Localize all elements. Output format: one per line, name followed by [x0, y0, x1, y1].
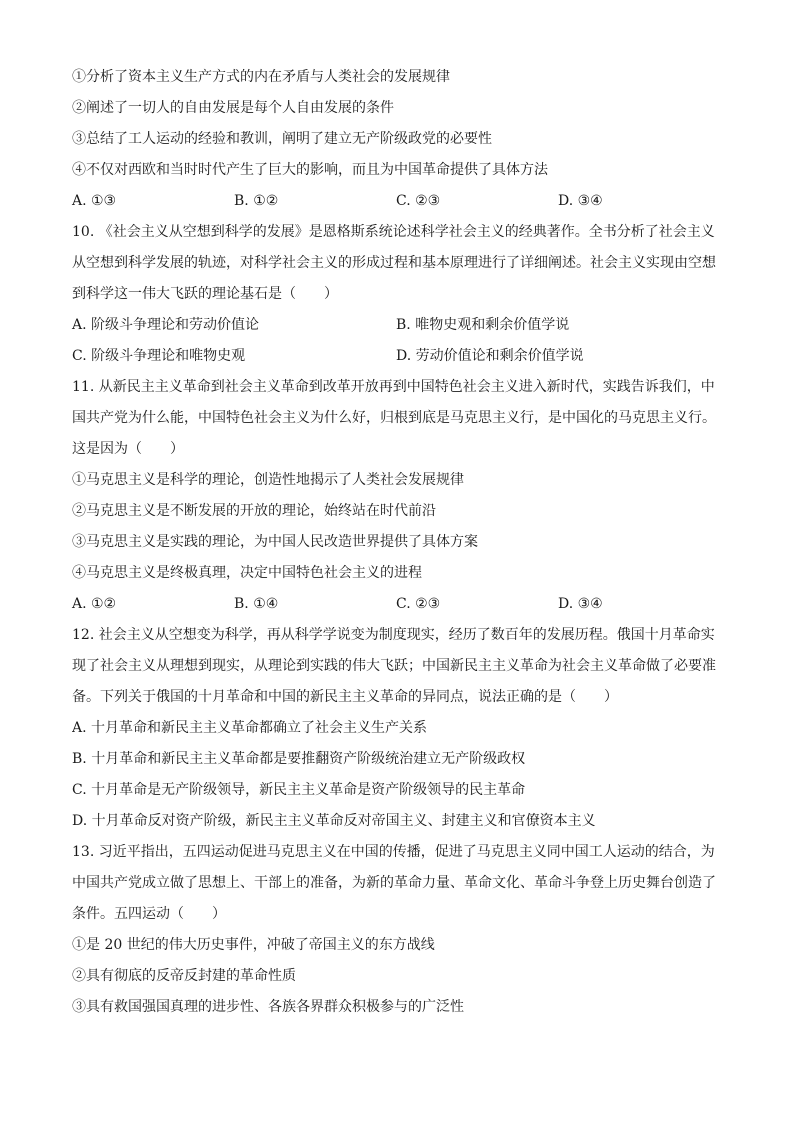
option-a: A. ①②: [72, 596, 117, 612]
statement-item: ②具有彻底的反帝反封建的革命性质: [72, 968, 296, 984]
question-9-tail: [72, 62, 734, 217]
question-stem-line: 备。下列关于俄国的十月革命和中国的新民主主义革命的异同点，说法正确的是（ ）: [72, 689, 618, 705]
option-c: C. ②③: [396, 193, 441, 209]
option-c: C. 十月革命是无产阶级领导，新民主主义革命是资产阶级领导的民主革命: [72, 782, 526, 798]
option-b: B. 十月革命和新民主主义革命都是要推翻资产阶级统治建立无产阶级政权: [72, 751, 526, 767]
statement-item: ④马克思主义是终极真理，决定中国特色社会主义的进程: [72, 565, 422, 581]
statement-item: ④不仅对西欧和当时时代产生了巨大的影响，而且为中国革命提供了具体方法: [72, 162, 548, 178]
option-c: C. 阶级斗争理论和唯物史观: [72, 348, 246, 364]
statement-item: ②阐述了一切人的自由发展是每个人自由发展的条件: [72, 100, 394, 116]
answer-options: [72, 589, 734, 620]
question-stem-line: 11. 从新民主主义革命到社会主义革命到改革开放再到中国特色社会主义进入新时代，实践告诉我们，中: [72, 379, 715, 395]
answer-options-row: [72, 310, 734, 341]
statement-item: ③马克思主义是实践的理论，为中国人民改造世界提供了具体方案: [72, 534, 478, 550]
statement-item: ③总结了工人运动的经验和教训，阐明了建立无产阶级政党的必要性: [72, 131, 492, 147]
option-b: B. ①②: [234, 193, 279, 209]
answer-options-row: [72, 341, 734, 372]
question-stem-line: 中国共产党成立做了思想上、干部上的准备，为新的革命力量、革命文化、革命斗争登上历史舞台创造了: [72, 875, 716, 891]
question-stem-line: 从空想到科学发展的轨迹，对科学社会主义的形成过程和基本原理进行了详细阐述。社会主义实现由空想: [72, 255, 716, 271]
option-b: B. ①④: [234, 596, 279, 612]
statement-item: ③具有救国强国真理的进步性、各族各界群众积极参与的广泛性: [72, 999, 464, 1015]
statement-item: ②马克思主义是不断发展的开放的理论，始终站在时代前沿: [72, 503, 436, 519]
question-stem-line: 现了社会主义从理想到现实，从理论到实践的伟大飞跃；中国新民主主义革命为社会主义革命做了必要准: [72, 658, 716, 674]
option-d: D. 十月革命反对资产阶级，新民主主义革命反对帝国主义、封建主义和官僚资本主义: [72, 813, 596, 829]
option-d: D. ③④: [558, 596, 603, 612]
question-stem-line: 到科学这一伟大飞跃的理论基石是（ ）: [72, 286, 338, 302]
question-12: [72, 620, 734, 837]
statement-item: ①分析了资本主义生产方式的内在矛盾与人类社会的发展规律: [72, 69, 450, 85]
option-c: C. ②③: [396, 596, 441, 612]
question-10: [72, 217, 734, 372]
question-stem-line: 条件。五四运动（ ）: [72, 906, 226, 922]
statement-item: ①马克思主义是科学的理论，创造性地揭示了人类社会发展规律: [72, 472, 464, 488]
option-d: D. ③④: [558, 193, 603, 209]
question-stem-line: 10. 《社会主义从空想到科学的发展》是恩格斯系统论述科学社会主义的经典著作。全书分析了社会主义: [72, 224, 715, 240]
option-a: A. 阶级斗争理论和劳动价值论: [72, 317, 260, 333]
answer-options: [72, 186, 734, 217]
option-a: A. 十月革命和新民主主义革命都确立了社会主义生产关系: [72, 720, 428, 736]
question-stem-line: 12. 社会主义从空想变为科学，再从科学学说变为制度现实，经历了数百年的发展历程。俄国十月革命实: [72, 627, 715, 643]
option-b: B. 唯物史观和剩余价值学说: [396, 317, 570, 333]
question-11: [72, 372, 734, 620]
option-d: D. 劳动价值论和剩余价值学说: [396, 348, 584, 364]
statement-item: ①是 20 世纪的伟大历史事件，冲破了帝国主义的东方战线: [72, 937, 435, 953]
question-13: [72, 837, 734, 1023]
question-stem-line: 国共产党为什么能，中国特色社会主义为什么好，归根到底是马克思主义行，是中国化的马克思主义行。: [72, 410, 716, 426]
option-a: A. ①③: [72, 193, 117, 209]
question-stem-line: 这是因为（ ）: [72, 441, 184, 457]
question-stem-line: 13. 习近平指出，五四运动促进马克思主义在中国的传播，促进了马克思主义同中国工人运动的结合，为: [72, 844, 715, 860]
